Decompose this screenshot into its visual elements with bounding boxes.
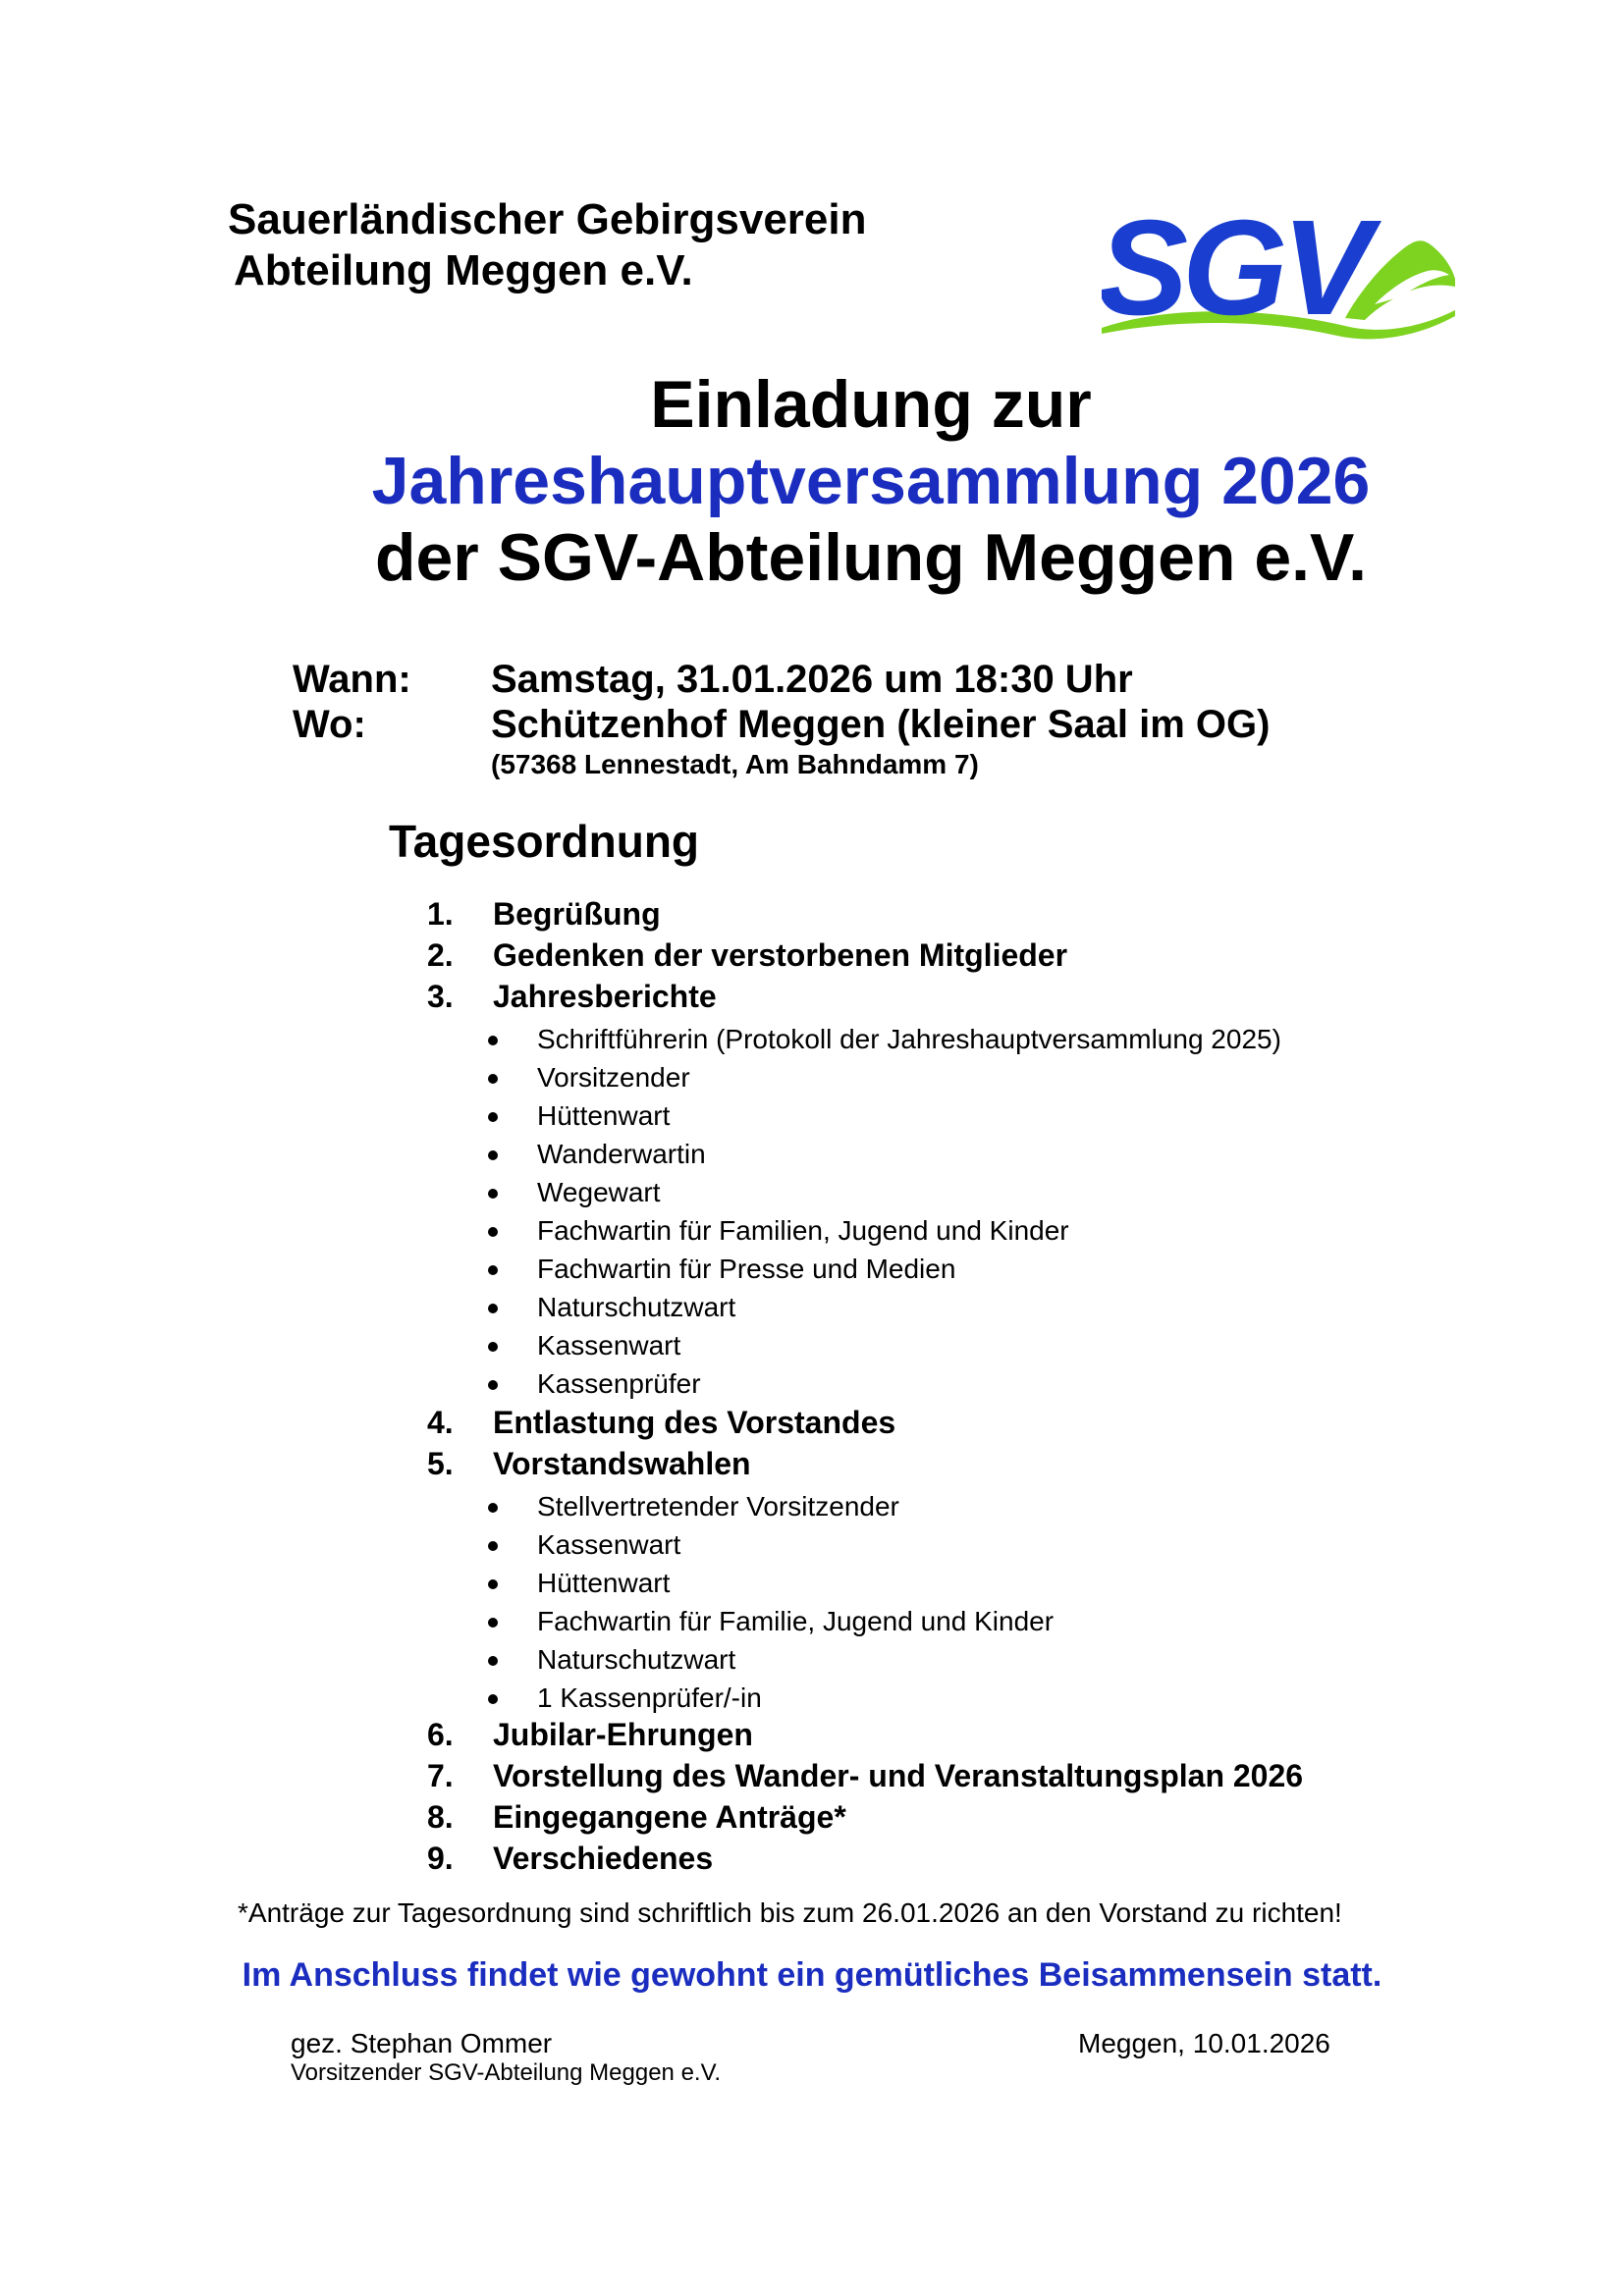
bullet-icon: [488, 1694, 498, 1704]
agenda-item-label: Jahresberichte: [493, 979, 717, 1014]
report-item: Naturschutzwart: [537, 1292, 736, 1322]
agenda-item-number: 1.: [427, 896, 454, 932]
bullet-icon: [488, 1074, 498, 1084]
org-name-line2: Abteilung Meggen e.V.: [234, 246, 693, 294]
sgv-logo: [1102, 202, 1455, 340]
report-item: Kassenprüfer: [537, 1368, 701, 1399]
bullet-icon: [488, 1503, 498, 1513]
bullet-icon: [488, 1304, 498, 1313]
agenda-item-number: 6.: [427, 1717, 454, 1752]
agenda-item-label: Entlastung des Vorstandes: [493, 1405, 896, 1440]
election-item: 1 Kassenprüfer/-in: [537, 1682, 762, 1713]
where-address: (57368 Lennestadt, Am Bahndamm 7): [491, 749, 979, 779]
agenda-item-number: 8.: [427, 1799, 454, 1835]
report-item: Wanderwartin: [537, 1139, 706, 1169]
report-item: Fachwartin für Presse und Medien: [537, 1254, 956, 1284]
report-item: Hüttenwart: [537, 1100, 671, 1131]
signature-role: Vorsitzender SGV-Abteilung Meggen e.V.: [291, 2059, 722, 2086]
bullet-icon: [488, 1036, 498, 1045]
bullet-icon: [488, 1189, 498, 1199]
agenda-item-number: 9.: [427, 1841, 454, 1876]
agenda-heading: Tagesordnung: [389, 816, 700, 867]
where-label: Wo:: [293, 703, 366, 746]
place-date: Meggen, 10.01.2026: [1078, 2028, 1330, 2058]
agenda-item-label: Vorstandswahlen: [493, 1446, 751, 1481]
title-line2: Jahreshauptversammlung 2026: [371, 444, 1371, 518]
report-item: Kassenwart: [537, 1330, 681, 1361]
report-item: Schriftführerin (Protokoll der Jahreshauptversammlung 2025): [537, 1024, 1281, 1054]
when-value: Samstag, 31.01.2026 um 18:30 Uhr: [491, 658, 1133, 701]
bullet-icon: [488, 1227, 498, 1237]
election-item: Stellvertretender Vorsitzender: [537, 1491, 899, 1522]
signature-name: gez. Stephan Ommer: [291, 2028, 553, 2058]
bullet-icon: [488, 1656, 498, 1666]
agenda-item-label: Begrüßung: [493, 896, 661, 932]
election-item: Fachwartin für Familie, Jugend und Kinder: [537, 1606, 1055, 1636]
bullet-icon: [488, 1265, 498, 1275]
footnote: *Anträge zur Tagesordnung sind schriftlich bis zum 26.01.2026 an den Vorstand zu richten!: [238, 1897, 1342, 1928]
election-item: Naturschutzwart: [537, 1644, 736, 1675]
title-line1: Einladung zur: [650, 367, 1092, 442]
election-item: Hüttenwart: [537, 1568, 671, 1598]
report-item: Vorsitzender: [537, 1062, 690, 1093]
when-label: Wann:: [293, 658, 411, 701]
agenda-item-label: Gedenken der verstorbenen Mitglieder: [493, 937, 1068, 973]
election-item: Kassenwart: [537, 1529, 681, 1560]
bullet-icon: [488, 1112, 498, 1122]
org-name-line1: Sauerländischer Gebirgsverein: [228, 195, 867, 243]
agenda-item-number: 3.: [427, 979, 454, 1014]
report-item: Wegewart: [537, 1177, 661, 1207]
bullet-icon: [488, 1618, 498, 1628]
agenda-item-number: 2.: [427, 937, 454, 973]
bullet-icon: [488, 1579, 498, 1589]
agenda-item-number: 5.: [427, 1446, 454, 1481]
agenda-item-label: Jubilar-Ehrungen: [493, 1717, 753, 1752]
agenda-item-label: Eingegangene Anträge*: [493, 1799, 846, 1835]
bullet-icon: [488, 1541, 498, 1551]
agenda-item-label: Vorstellung des Wander- und Veranstaltungsplan 2026: [493, 1758, 1304, 1793]
agenda-item-number: 7.: [427, 1758, 454, 1793]
report-item: Fachwartin für Familien, Jugend und Kinder: [537, 1215, 1069, 1246]
bullet-icon: [488, 1150, 498, 1160]
bullet-icon: [488, 1342, 498, 1352]
agenda-item-number: 4.: [427, 1405, 454, 1440]
closing-note: Im Anschluss findet wie gewohnt ein gemütliches Beisammensein statt.: [242, 1956, 1382, 1994]
bullet-icon: [488, 1380, 498, 1390]
title-line3: der SGV-Abteilung Meggen e.V.: [374, 520, 1368, 595]
where-value: Schützenhof Meggen (kleiner Saal im OG): [491, 703, 1271, 746]
logo-text: SGV: [1102, 202, 1367, 340]
agenda-item-label: Verschiedenes: [493, 1841, 714, 1876]
